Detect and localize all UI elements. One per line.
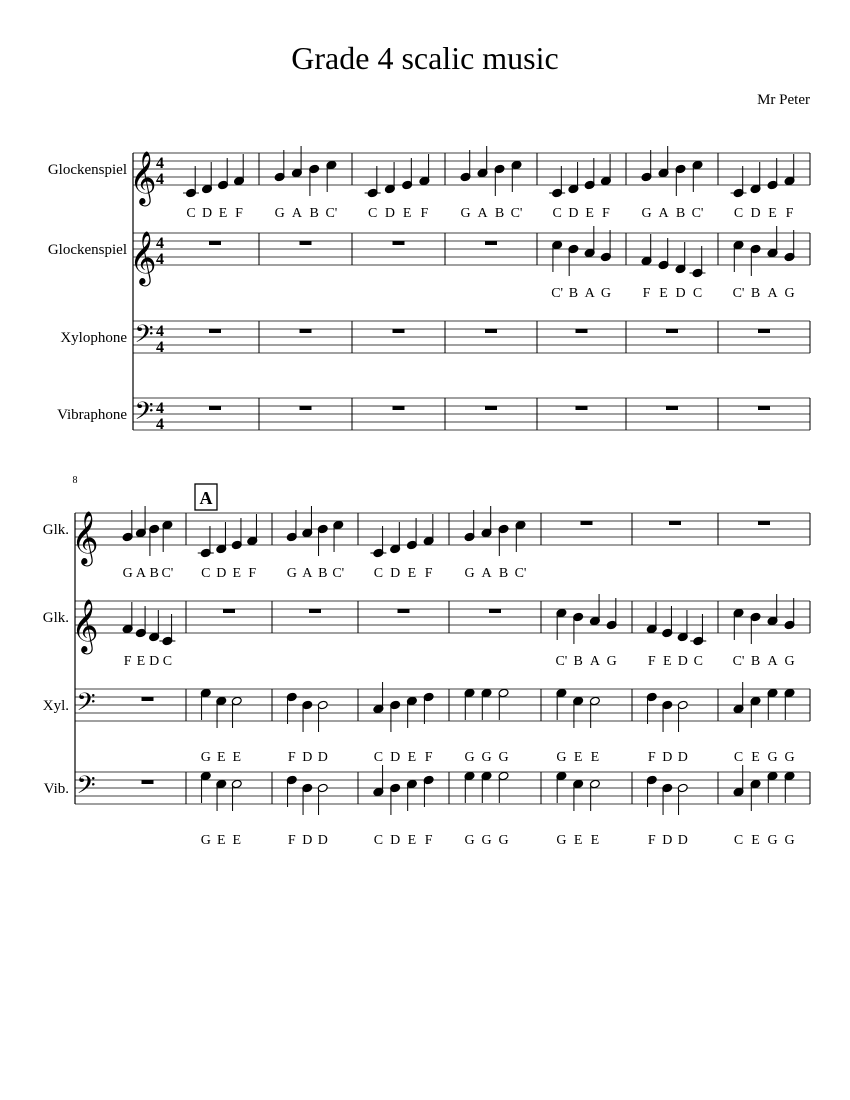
- whole-rest: [669, 521, 681, 525]
- note-name-label: F: [248, 566, 257, 581]
- instrument-name: Glk.: [42, 522, 69, 538]
- note-name-label: B: [573, 654, 583, 669]
- note-name-label: E: [232, 750, 242, 765]
- whole-rest: [142, 780, 154, 784]
- note-name-label: C': [555, 654, 568, 669]
- whole-rest: [485, 241, 497, 245]
- note-name-label: C: [373, 566, 384, 581]
- note-name-label: G: [464, 566, 475, 581]
- note-name-label: G: [200, 750, 211, 765]
- note-name-label: D: [677, 750, 688, 765]
- note-name-label: A: [658, 206, 669, 221]
- note-name-label: E: [751, 750, 760, 765]
- time-signature-bottom: 4: [156, 251, 164, 268]
- note-name-label: E: [232, 833, 242, 848]
- time-signature-bottom: 4: [156, 339, 164, 356]
- note-name-label: E: [590, 833, 600, 848]
- note-name-label: C': [732, 286, 745, 301]
- note-name-label: G: [767, 750, 778, 765]
- note-name-label: B: [750, 286, 761, 301]
- note-name-label: F: [424, 750, 433, 765]
- note-name-label: F: [647, 750, 656, 765]
- note-name-label: C: [552, 206, 562, 221]
- whole-rest: [393, 329, 405, 333]
- note-name-label: G: [498, 750, 509, 765]
- note-name-label: C: [692, 286, 703, 301]
- note-name-label: E: [407, 566, 417, 581]
- bass-clef-icon: 𝄢: [76, 772, 96, 805]
- note-name-label: C: [373, 750, 384, 765]
- note-name-label: A: [584, 286, 595, 301]
- instrument-name: Glockenspiel: [47, 242, 127, 258]
- treble-clef-icon: 𝄞: [71, 512, 99, 563]
- note-name-label: E: [662, 654, 672, 669]
- note-name-label: E: [407, 750, 417, 765]
- note-name-label: A: [767, 654, 778, 669]
- note-name-label: D: [390, 833, 401, 848]
- note-name-label: B: [318, 566, 328, 581]
- note-name-label: B: [568, 286, 579, 301]
- note-name-label: D: [302, 833, 313, 848]
- note-name-label: C: [186, 206, 196, 221]
- note-name-label: D: [317, 750, 328, 765]
- note-name-label: F: [647, 654, 656, 669]
- note-name-label: G: [460, 206, 471, 221]
- note-name-label: C: [733, 833, 744, 848]
- note-name-label: G: [200, 833, 211, 848]
- bass-clef-icon: 𝄢: [134, 398, 154, 431]
- note-name-label: G: [481, 750, 492, 765]
- note-name-label: E: [216, 750, 226, 765]
- rehearsal-mark: A: [199, 488, 213, 508]
- treble-clef-icon: 𝄞: [129, 232, 157, 283]
- note-name-label: D: [677, 833, 688, 848]
- note-name-label: D: [390, 750, 401, 765]
- note-name-label: F: [647, 833, 656, 848]
- note-name-label: G: [784, 654, 795, 669]
- instrument-name: Vibraphone: [57, 407, 127, 423]
- note-name-label: C: [733, 206, 744, 221]
- note-name-label: F: [235, 206, 243, 221]
- note-name-label: C: [162, 654, 173, 669]
- note-name-label: F: [420, 206, 429, 221]
- note-name-label: G: [556, 833, 567, 848]
- note-name-label: B: [494, 206, 505, 221]
- whole-rest: [142, 697, 154, 701]
- note-name-label: E: [218, 206, 228, 221]
- note-name-label: G: [606, 654, 617, 669]
- whole-rest: [300, 406, 312, 410]
- whole-rest: [398, 609, 410, 613]
- whole-rest: [209, 241, 221, 245]
- note-name-label: A: [481, 566, 492, 581]
- note-name-label: G: [274, 206, 285, 221]
- note-name-label: D: [390, 566, 401, 581]
- note-name-label: G: [641, 206, 652, 221]
- note-name-label: F: [424, 566, 433, 581]
- whole-rest: [576, 406, 588, 410]
- note-name-label: E: [659, 286, 668, 301]
- instrument-name: Glockenspiel: [47, 162, 127, 178]
- whole-rest: [581, 521, 593, 525]
- treble-clef-icon: 𝄞: [129, 152, 157, 203]
- instrument-name: Xylophone: [60, 330, 127, 346]
- note-name-label: E: [136, 654, 146, 669]
- instrument-name: Glk.: [42, 610, 69, 626]
- whole-rest: [485, 329, 497, 333]
- note-name-label: B: [498, 566, 509, 581]
- note-name-label: G: [286, 566, 297, 581]
- bass-clef-icon: 𝄢: [76, 689, 96, 722]
- note-name-label: E: [751, 833, 760, 848]
- note-name-label: D: [149, 654, 160, 669]
- whole-rest: [489, 609, 501, 613]
- note-name-label: D: [750, 206, 761, 221]
- note-name-label: G: [122, 566, 133, 581]
- note-name-label: C': [514, 566, 527, 581]
- note-name-label: G: [556, 750, 567, 765]
- note-name-label: C: [733, 750, 744, 765]
- whole-rest: [393, 406, 405, 410]
- whole-rest: [223, 609, 235, 613]
- note-name-label: G: [498, 833, 509, 848]
- note-name-label: A: [589, 654, 600, 669]
- whole-rest: [209, 329, 221, 333]
- whole-rest: [758, 329, 770, 333]
- note-name-label: F: [287, 750, 296, 765]
- time-signature-bottom: 4: [156, 416, 164, 433]
- note-name-label: B: [750, 654, 761, 669]
- score-title: Grade 4 scalic music: [291, 40, 559, 76]
- note-name-label: D: [568, 206, 579, 221]
- note-name-label: E: [590, 750, 600, 765]
- note-name-label: F: [785, 206, 794, 221]
- note-name-label: E: [216, 833, 226, 848]
- time-signature-top: 4: [156, 235, 164, 252]
- note-name-label: D: [302, 750, 313, 765]
- whole-rest: [300, 329, 312, 333]
- note-name-label: B: [675, 206, 686, 221]
- note-name-label: D: [677, 654, 688, 669]
- note-name-label: E: [585, 206, 594, 221]
- note-name-label: G: [784, 286, 795, 301]
- note-name-label: C: [693, 654, 703, 669]
- note-name-label: D: [384, 206, 395, 221]
- note-name-label: E: [402, 206, 412, 221]
- note-name-label: F: [123, 654, 132, 669]
- note-name-label: G: [481, 833, 492, 848]
- bass-clef-icon: 𝄢: [134, 321, 154, 354]
- time-signature-top: 4: [156, 400, 164, 417]
- note-name-label: C: [201, 566, 211, 581]
- note-name-label: D: [662, 750, 673, 765]
- note-name-label: C': [161, 566, 174, 581]
- note-name-label: C': [332, 566, 345, 581]
- instrument-name: Xyl.: [42, 698, 69, 714]
- note-name-label: A: [291, 206, 302, 221]
- note-name-label: D: [662, 833, 673, 848]
- whole-rest: [209, 406, 221, 410]
- note-name-label: B: [309, 206, 319, 221]
- note-name-label: C: [373, 833, 384, 848]
- note-name-label: D: [201, 206, 213, 221]
- time-signature-bottom: 4: [156, 171, 164, 188]
- note-name-label: G: [784, 833, 795, 848]
- note-name-label: A: [135, 566, 146, 581]
- instrument-name: Vib.: [43, 781, 69, 797]
- note-name-label: E: [407, 833, 417, 848]
- note-name-label: A: [302, 566, 313, 581]
- note-name-label: F: [642, 286, 651, 301]
- whole-rest: [758, 406, 770, 410]
- whole-rest: [666, 406, 678, 410]
- note-name-label: D: [317, 833, 328, 848]
- note-name-label: B: [149, 566, 159, 581]
- note-name-label: E: [768, 206, 777, 221]
- note-name-label: G: [784, 750, 795, 765]
- whole-rest: [485, 406, 497, 410]
- measure-number: 8: [72, 475, 78, 486]
- note-name-label: C': [551, 286, 564, 301]
- note-name-label: C: [367, 206, 378, 221]
- whole-rest: [666, 329, 678, 333]
- note-name-label: F: [287, 833, 296, 848]
- time-signature-top: 4: [156, 323, 164, 340]
- time-signature-top: 4: [156, 155, 164, 172]
- note-name-label: E: [573, 750, 583, 765]
- note-name-label: A: [477, 206, 488, 221]
- whole-rest: [393, 241, 405, 245]
- note-name-label: G: [464, 750, 475, 765]
- note-name-label: F: [424, 833, 433, 848]
- note-name-label: A: [767, 286, 778, 301]
- treble-clef-icon: 𝄞: [71, 600, 99, 651]
- note-name-label: G: [767, 833, 778, 848]
- composer-name: Mr Peter: [757, 92, 810, 108]
- whole-rest: [576, 329, 588, 333]
- whole-rest: [309, 609, 321, 613]
- note-name-label: G: [464, 833, 475, 848]
- note-name-label: D: [216, 566, 227, 581]
- note-name-label: C': [510, 206, 523, 221]
- note-name-label: F: [601, 206, 610, 221]
- note-name-label: D: [675, 286, 686, 301]
- note-name-label: E: [232, 566, 242, 581]
- note-name-label: E: [573, 833, 583, 848]
- note-name-label: G: [600, 286, 611, 301]
- note-name-label: C': [325, 206, 338, 221]
- whole-rest: [758, 521, 770, 525]
- note-name-label: C': [732, 654, 745, 669]
- whole-rest: [300, 241, 312, 245]
- note-name-label: C': [691, 206, 704, 221]
